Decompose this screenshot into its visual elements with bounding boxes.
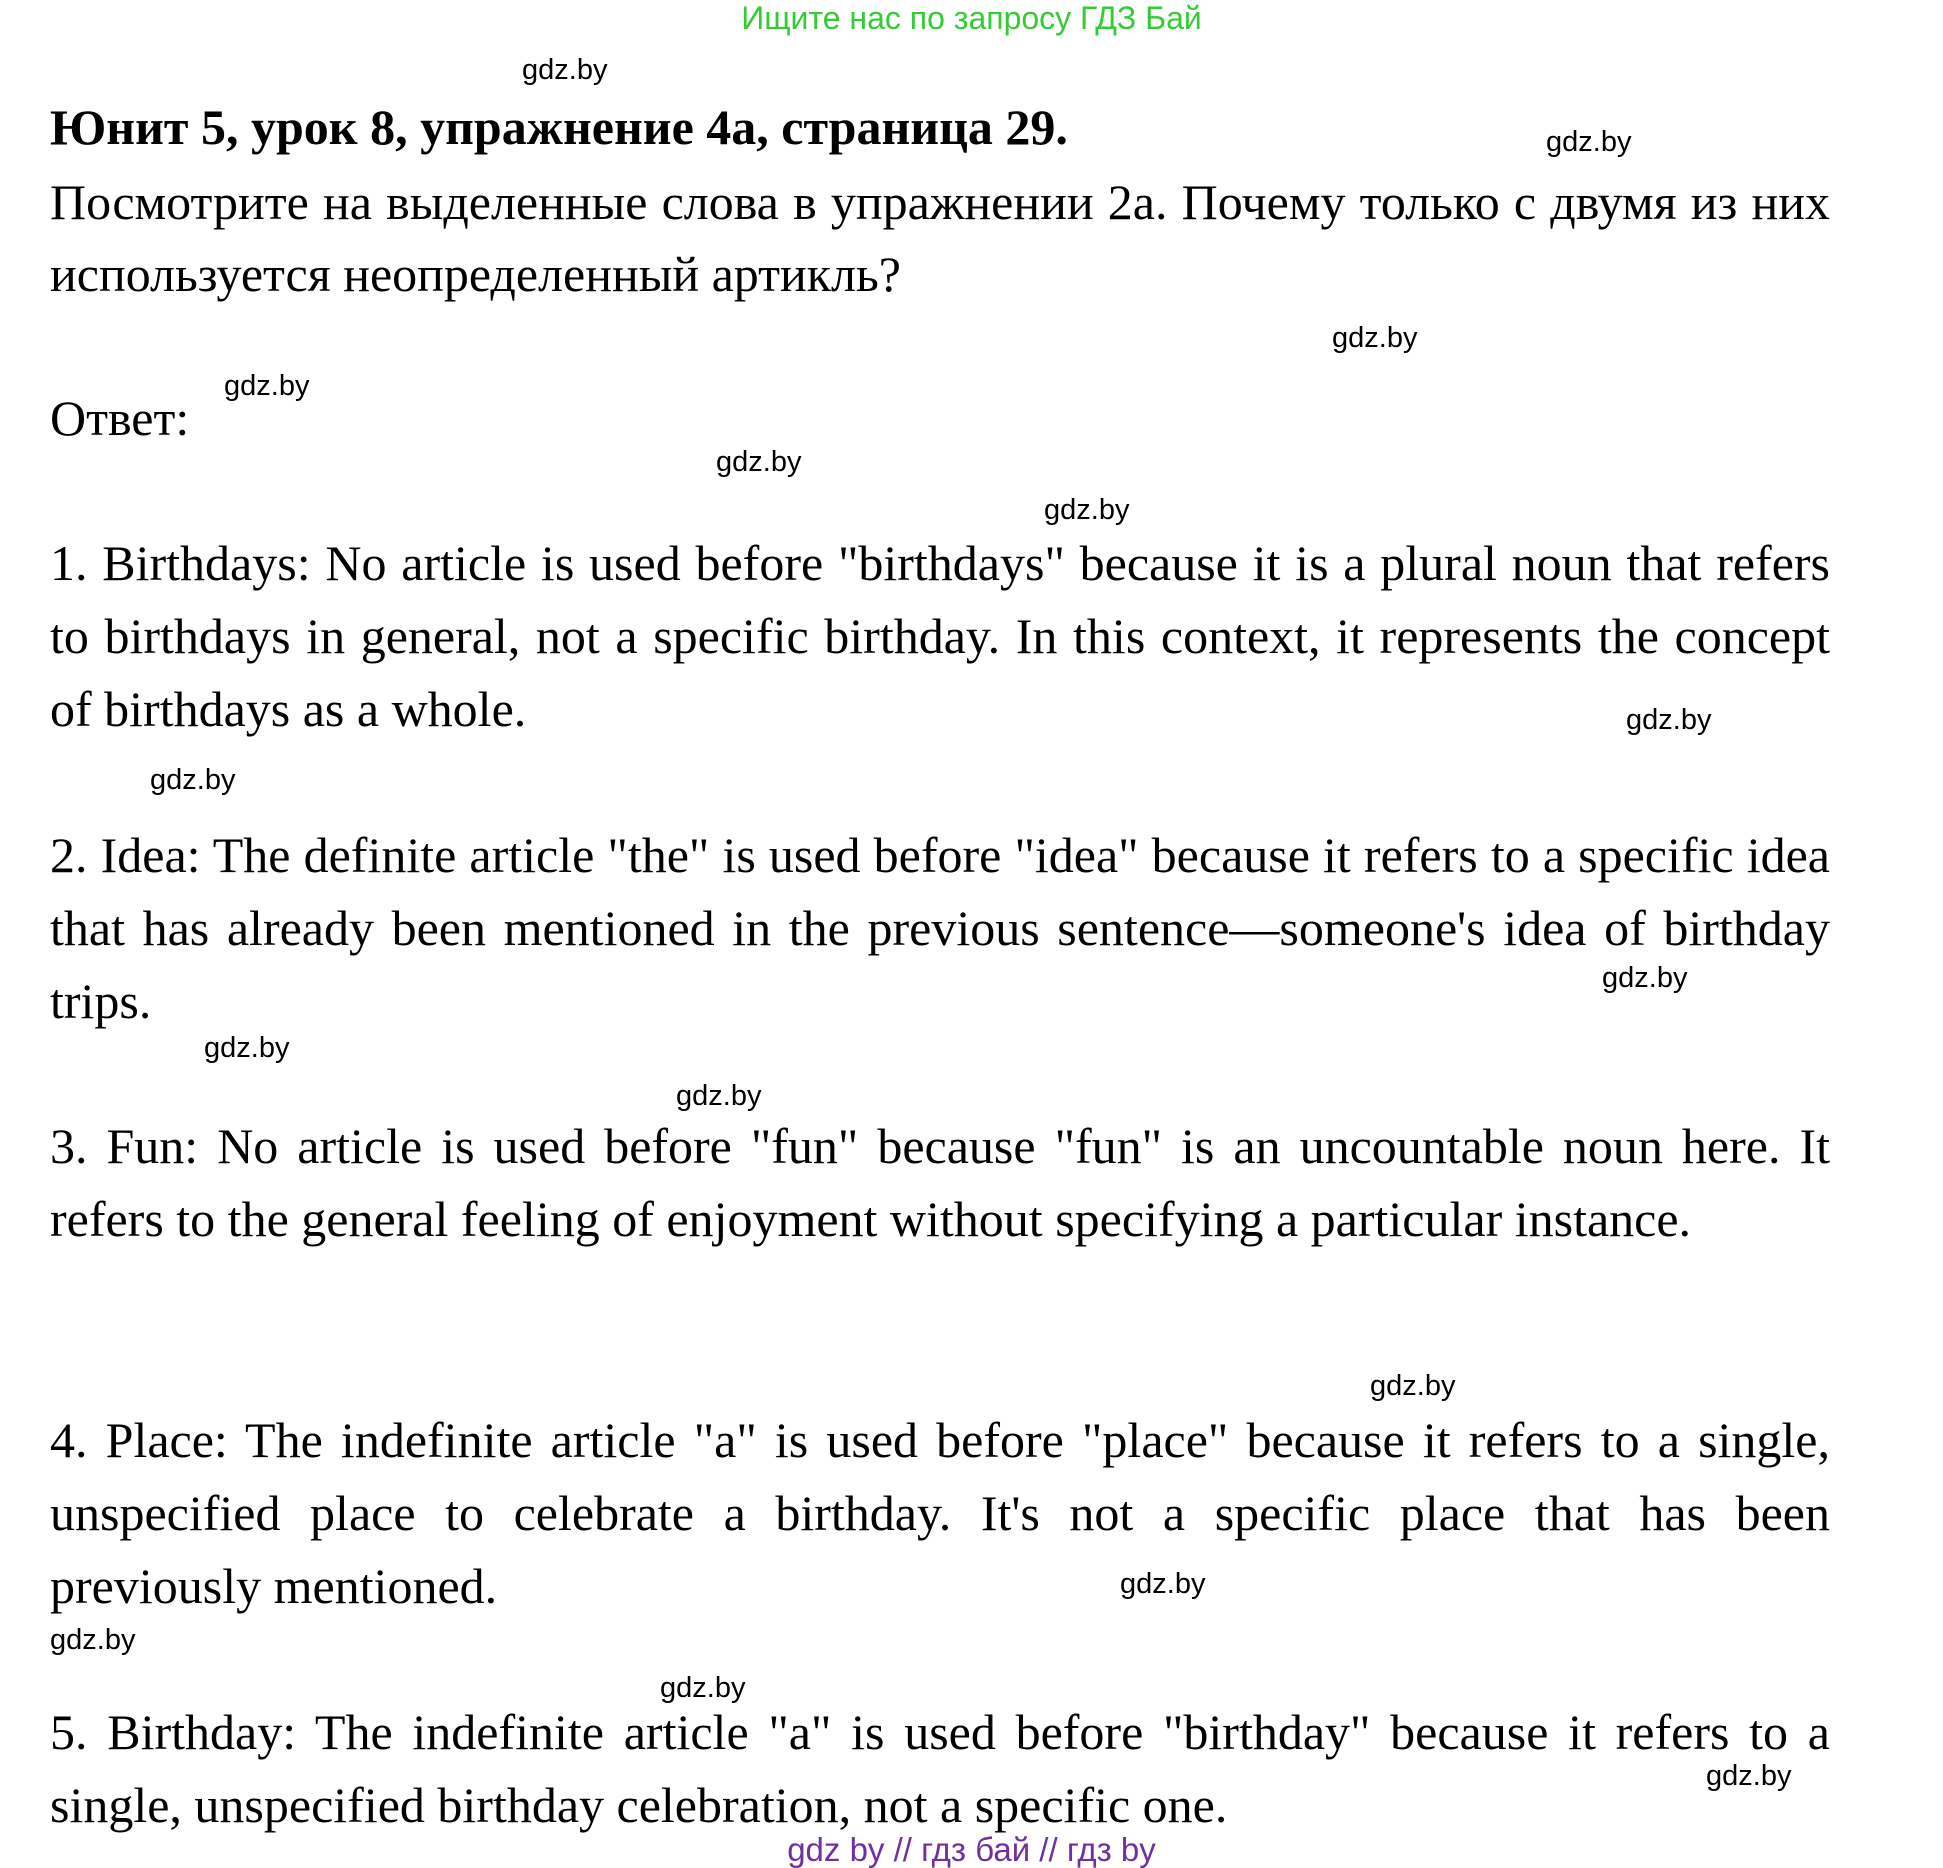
- watermark: gdz.by: [1120, 1568, 1206, 1600]
- watermark: gdz.by: [50, 1624, 136, 1656]
- watermark: gdz.by: [522, 54, 608, 86]
- watermark: gdz.by: [1706, 1760, 1792, 1792]
- watermark: gdz.by: [1602, 962, 1688, 994]
- watermark: gdz.by: [1044, 494, 1130, 526]
- watermark: gdz.by: [1332, 322, 1418, 354]
- top-banner: Ищите нас по запросу ГДЗ Бай: [741, 0, 1202, 36]
- watermark: gdz.by: [1546, 126, 1632, 158]
- answer-item-idea: 2. Idea: The definite article "the" is used before "idea" because it refers to a specific idea that has already been mentioned in the previous sentence—someone's idea of birthday trips.: [50, 827, 1830, 1029]
- watermark: gdz.by: [150, 764, 236, 796]
- answer-label: Ответ:: [50, 390, 190, 446]
- watermark: gdz.by: [676, 1080, 762, 1112]
- watermark: gdz.by: [1626, 704, 1712, 736]
- page-heading: Юнит 5, урок 8, упражнение 4а, страница 29.: [50, 99, 1068, 155]
- footer-watermark: gdz by // гдз бай // гдз by: [787, 1831, 1156, 1868]
- answer-item-birthday: 5. Birthday: The indefinite article "a" is used before "birthday" because it refers to a single, unspecified birthday celebration, not a specific one.: [50, 1704, 1830, 1833]
- exercise-question: Посмотрите на выделенные слова в упражнении 2а. Почему только с двумя из них используется неопределенный артикль?: [50, 174, 1830, 302]
- answer-item-birthdays: 1. Birthdays: No article is used before "birthdays" because it is a plural noun that refers to birthdays in general, not a specific birthday. In this context, it represents the concept of birthdays as a whole.: [50, 535, 1830, 737]
- answer-item-place: 4. Place: The indefinite article "a" is used before "place" because it refers to a single, unspecified place to celebrate a birthday. It's not a specific place that has been previously mentioned.: [50, 1412, 1830, 1614]
- watermark: gdz.by: [660, 1672, 746, 1704]
- watermark: gdz.by: [1370, 1370, 1456, 1402]
- answer-item-fun: 3. Fun: No article is used before "fun" because "fun" is an uncountable noun here. It refers to the general feeling of enjoyment without specifying a particular instance.: [50, 1118, 1830, 1247]
- watermark: gdz.by: [204, 1032, 290, 1064]
- watermark: gdz.by: [716, 446, 802, 478]
- watermark: gdz.by: [224, 370, 310, 402]
